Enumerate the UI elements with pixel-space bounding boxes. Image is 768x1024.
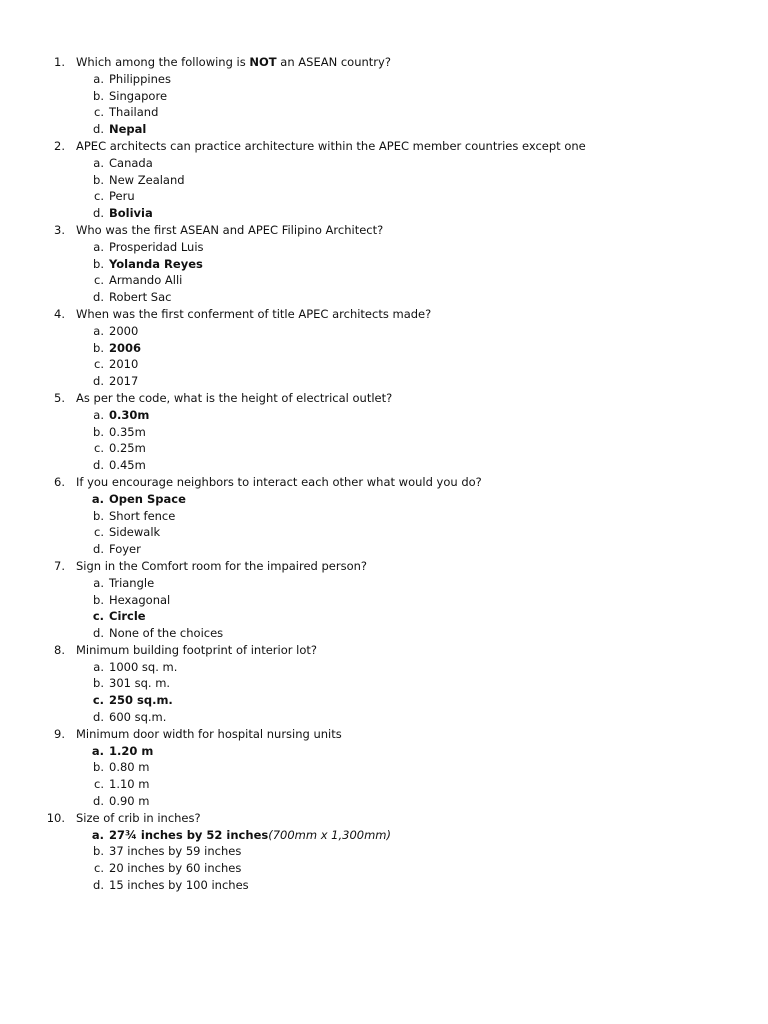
question-text-segment: an ASEAN country? bbox=[276, 55, 391, 69]
answer-option bbox=[0, 256, 768, 273]
answer-option bbox=[0, 508, 768, 525]
question-text-segment: If you encourage neighbors to interact each other what would you do? bbox=[76, 474, 482, 489]
question-2 bbox=[0, 138, 768, 155]
option-letter: d. bbox=[93, 794, 104, 809]
answer-option bbox=[0, 272, 768, 289]
option-text: 37 inches by 59 inches bbox=[109, 844, 242, 859]
option-letter: a. bbox=[93, 659, 104, 674]
answer-option bbox=[0, 188, 768, 205]
answer-option bbox=[0, 793, 768, 810]
option-letter: d. bbox=[93, 710, 104, 725]
question-text bbox=[76, 474, 482, 491]
answer-option bbox=[0, 827, 768, 844]
answer-option bbox=[0, 457, 768, 474]
option-letter: c. bbox=[94, 105, 104, 120]
option-letter: b. bbox=[93, 844, 104, 859]
question-emphasis: NOT bbox=[249, 55, 277, 69]
question-text-segment: APEC architects can practice architecture within the APEC member countries except one bbox=[76, 138, 586, 153]
question-number: 8. bbox=[54, 642, 65, 657]
answer-option bbox=[0, 440, 768, 457]
answer-option bbox=[0, 104, 768, 121]
option-letter: a. bbox=[93, 71, 104, 86]
question-text bbox=[76, 306, 431, 323]
correct-answer-text: Nepal bbox=[109, 122, 147, 137]
correct-answer-text: Bolivia bbox=[109, 206, 153, 221]
question-number: 1. bbox=[54, 55, 65, 69]
answer-option bbox=[0, 759, 768, 776]
question-number: 4. bbox=[54, 306, 65, 321]
answer-option bbox=[0, 843, 768, 860]
question-text-segment: As per the code, what is the height of electrical outlet? bbox=[76, 390, 393, 405]
option-text: Singapore bbox=[109, 88, 168, 103]
question-text-segment: Sign in the Comfort room for the impaired person? bbox=[76, 558, 368, 573]
option-text: Triangle bbox=[109, 575, 155, 590]
option-letter: a. bbox=[93, 239, 104, 254]
correct-answer-text: 27¾ inches by 52 inches bbox=[109, 827, 269, 842]
correct-answer-text: 1.20 m bbox=[109, 743, 154, 758]
option-letter: c. bbox=[94, 273, 104, 288]
option-letter: b. bbox=[93, 88, 104, 103]
answer-option bbox=[0, 877, 768, 894]
option-text: 2000 bbox=[109, 323, 139, 338]
option-letter: d. bbox=[93, 122, 104, 137]
answer-option bbox=[0, 356, 768, 373]
question-text bbox=[76, 558, 367, 575]
option-letter: b. bbox=[93, 508, 104, 523]
option-text: 0.25m bbox=[109, 441, 146, 456]
option-letter: a. bbox=[91, 491, 104, 506]
option-text: Thailand bbox=[109, 105, 159, 120]
option-letter: b. bbox=[93, 256, 104, 271]
answer-option bbox=[0, 592, 768, 609]
question-5 bbox=[0, 390, 768, 407]
option-letter: a. bbox=[93, 575, 104, 590]
answer-option bbox=[0, 625, 768, 642]
option-letter: d. bbox=[93, 878, 104, 893]
option-letter: c. bbox=[94, 525, 104, 540]
question-text-segment: Minimum door width for hospital nursing units bbox=[76, 726, 342, 741]
question-number: 5. bbox=[54, 390, 65, 405]
option-text: Robert Sac bbox=[109, 290, 172, 305]
option-text: 2010 bbox=[109, 357, 139, 372]
question-7 bbox=[0, 558, 768, 575]
answer-option bbox=[0, 743, 768, 760]
option-text: 20 inches by 60 inches bbox=[109, 861, 242, 876]
option-note: (700mm x 1,300mm) bbox=[268, 827, 391, 842]
option-letter: a. bbox=[91, 827, 104, 842]
option-letter: d. bbox=[93, 458, 104, 473]
quiz-document bbox=[0, 54, 768, 894]
answer-option bbox=[0, 709, 768, 726]
question-text bbox=[76, 642, 317, 659]
question-text-segment: Which among the following is bbox=[76, 55, 250, 69]
option-letter: b. bbox=[93, 340, 104, 355]
option-text: 0.45m bbox=[109, 458, 146, 473]
question-10 bbox=[0, 810, 768, 827]
option-text: None of the choices bbox=[109, 626, 224, 641]
answer-option bbox=[0, 205, 768, 222]
correct-answer-text: Circle bbox=[109, 609, 146, 624]
question-number: 9. bbox=[54, 726, 65, 741]
question-4 bbox=[0, 306, 768, 323]
question-text bbox=[76, 810, 201, 827]
answer-option bbox=[0, 172, 768, 189]
option-text: 1.10 m bbox=[109, 777, 150, 792]
answer-option bbox=[0, 289, 768, 306]
answer-option bbox=[0, 608, 768, 625]
option-text: Armando Alli bbox=[109, 273, 183, 288]
option-letter: b. bbox=[93, 592, 104, 607]
option-letter: c. bbox=[92, 693, 104, 708]
correct-answer-text: 0.30m bbox=[109, 407, 150, 422]
option-letter: a. bbox=[93, 407, 104, 422]
option-text: Peru bbox=[109, 189, 135, 204]
option-text: 301 sq. m. bbox=[109, 676, 171, 691]
correct-answer-text: Yolanda Reyes bbox=[109, 256, 203, 271]
answer-option bbox=[0, 340, 768, 357]
option-text: New Zealand bbox=[109, 172, 185, 187]
option-text: Prosperidad Luis bbox=[109, 239, 204, 254]
option-letter: a. bbox=[93, 323, 104, 338]
option-letter: c. bbox=[94, 357, 104, 372]
option-letter: d. bbox=[93, 374, 104, 389]
question-3 bbox=[0, 222, 768, 239]
option-letter: b. bbox=[93, 424, 104, 439]
option-text: Short fence bbox=[109, 508, 176, 523]
question-1 bbox=[0, 54, 768, 71]
question-number: 2. bbox=[54, 138, 65, 153]
option-letter: d. bbox=[93, 290, 104, 305]
option-letter: c. bbox=[94, 777, 104, 792]
option-letter: b. bbox=[93, 760, 104, 775]
answer-option bbox=[0, 575, 768, 592]
question-text bbox=[76, 726, 342, 743]
answer-option bbox=[0, 155, 768, 172]
question-text-segment: Minimum building footprint of interior lot? bbox=[76, 642, 317, 657]
option-text: 0.35m bbox=[109, 424, 146, 439]
answer-option bbox=[0, 239, 768, 256]
correct-answer-text: 250 sq.m. bbox=[109, 693, 173, 708]
option-text: Canada bbox=[109, 155, 153, 170]
option-letter: b. bbox=[93, 676, 104, 691]
option-text: 2017 bbox=[109, 374, 139, 389]
question-text bbox=[76, 222, 383, 239]
option-letter: b. bbox=[93, 172, 104, 187]
option-letter: d. bbox=[93, 206, 104, 221]
answer-option bbox=[0, 659, 768, 676]
question-number: 7. bbox=[54, 558, 65, 573]
question-number: 6. bbox=[54, 474, 65, 489]
option-text: 600 sq.m. bbox=[109, 710, 167, 725]
answer-option bbox=[0, 323, 768, 340]
correct-answer-text: Open Space bbox=[109, 491, 186, 506]
question-9 bbox=[0, 726, 768, 743]
option-letter: d. bbox=[93, 626, 104, 641]
option-letter: c. bbox=[94, 189, 104, 204]
option-text: Hexagonal bbox=[109, 592, 171, 607]
option-text: 1000 sq. m. bbox=[109, 659, 178, 674]
option-text: Sidewalk bbox=[109, 525, 161, 540]
answer-option bbox=[0, 407, 768, 424]
option-letter: a. bbox=[91, 743, 104, 758]
answer-option bbox=[0, 88, 768, 105]
option-letter: c. bbox=[92, 609, 104, 624]
question-text-segment: When was the first conferment of title APEC architects made? bbox=[76, 306, 432, 321]
answer-option bbox=[0, 373, 768, 390]
answer-option bbox=[0, 692, 768, 709]
option-letter: c. bbox=[94, 441, 104, 456]
option-letter: a. bbox=[93, 155, 104, 170]
correct-answer-text: 2006 bbox=[109, 340, 142, 355]
answer-option bbox=[0, 675, 768, 692]
question-text-segment: Who was the first ASEAN and APEC Filipino Architect? bbox=[76, 222, 384, 237]
option-letter: c. bbox=[94, 861, 104, 876]
question-text-segment: Size of crib in inches? bbox=[76, 810, 201, 825]
option-text: 15 inches by 100 inches bbox=[109, 878, 249, 893]
answer-option bbox=[0, 424, 768, 441]
option-text: Philippines bbox=[109, 71, 171, 86]
question-number: 10. bbox=[46, 810, 65, 825]
option-text: Foyer bbox=[109, 542, 141, 557]
answer-option bbox=[0, 491, 768, 508]
answer-option bbox=[0, 71, 768, 88]
option-letter: d. bbox=[93, 542, 104, 557]
question-number: 3. bbox=[54, 222, 65, 237]
option-text: 0.80 m bbox=[109, 760, 150, 775]
question-8 bbox=[0, 642, 768, 659]
question-text bbox=[76, 138, 586, 155]
answer-option bbox=[0, 121, 768, 138]
question-6 bbox=[0, 474, 768, 491]
answer-option bbox=[0, 860, 768, 877]
question-text bbox=[76, 390, 392, 407]
question-text bbox=[76, 54, 391, 71]
answer-option bbox=[0, 776, 768, 793]
answer-option bbox=[0, 524, 768, 541]
option-text: 0.90 m bbox=[109, 794, 150, 809]
answer-option bbox=[0, 541, 768, 558]
